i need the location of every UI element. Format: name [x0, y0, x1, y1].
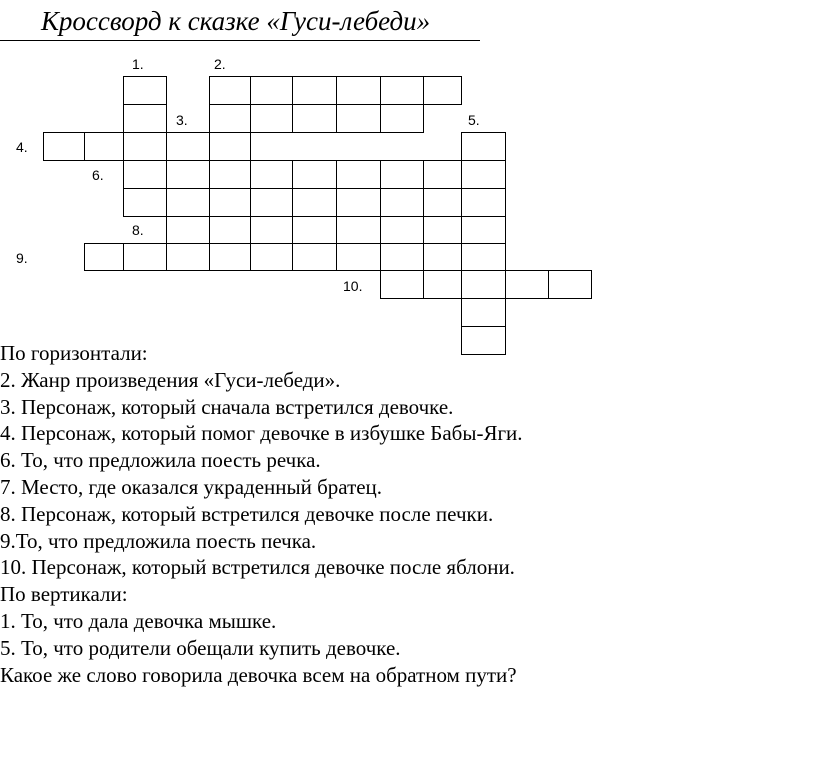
crossword-cell[interactable] [292, 76, 337, 105]
crossword-cell[interactable] [380, 243, 424, 271]
crossword-cell[interactable] [292, 216, 337, 244]
crossword-cell[interactable] [292, 188, 337, 217]
horizontal-clue: 6. То, что предложила поесть речка. [0, 448, 321, 473]
clue-number-2: 2. [214, 56, 226, 72]
crossword-cell[interactable] [380, 160, 424, 189]
crossword-cell[interactable] [209, 243, 251, 271]
crossword-cell[interactable] [461, 270, 506, 299]
crossword-cell[interactable] [380, 104, 424, 133]
crossword-cell[interactable] [505, 270, 549, 299]
crossword-cell[interactable] [250, 216, 293, 244]
crossword-cell[interactable] [123, 104, 167, 133]
crossword-cell[interactable] [336, 160, 381, 189]
crossword-cell[interactable] [423, 216, 462, 244]
crossword-cell[interactable] [292, 160, 337, 189]
crossword-cell[interactable] [250, 160, 293, 189]
vertical-heading: По вертикали: [0, 582, 128, 607]
crossword-cell[interactable] [123, 243, 167, 271]
crossword-cell[interactable] [209, 160, 251, 189]
crossword-cell[interactable] [209, 132, 251, 161]
crossword-cell[interactable] [423, 160, 462, 189]
crossword-cell[interactable] [209, 216, 251, 244]
crossword-cell[interactable] [166, 188, 210, 217]
clue-number-6: 6. [92, 167, 104, 183]
crossword-cell[interactable] [250, 76, 293, 105]
horizontal-clue: 10. Персонаж, который встретился девочке после яблони. [0, 555, 515, 580]
crossword-cell[interactable] [209, 188, 251, 217]
clue-number-3: 3. [176, 112, 188, 128]
crossword-cell[interactable] [166, 160, 210, 189]
crossword-cell[interactable] [461, 132, 506, 161]
crossword-cell[interactable] [461, 243, 506, 271]
crossword-cell[interactable] [461, 298, 506, 327]
crossword-cell[interactable] [461, 160, 506, 189]
crossword-cell[interactable] [380, 216, 424, 244]
crossword-cell[interactable] [250, 243, 293, 271]
horizontal-clue: 3. Персонаж, который сначала встретился девочке. [0, 394, 454, 419]
final-question: Какое же слово говорила девочка всем на обратном пути? [0, 662, 517, 687]
crossword-cell[interactable] [423, 76, 462, 105]
clues-section [0, 340, 816, 688]
horizontal-clue: 8. Персонаж, который встретился девочке после печки. [0, 501, 494, 526]
crossword-cell[interactable] [423, 270, 462, 299]
title-text: Кроссворд к сказке «Гуси-лебеди» [41, 6, 431, 36]
clue-number-10: 10. [343, 278, 363, 294]
crossword-cell[interactable] [209, 104, 251, 133]
crossword-cell[interactable] [423, 188, 462, 217]
crossword-cell[interactable] [292, 243, 337, 271]
crossword-cell[interactable] [292, 104, 337, 133]
crossword-cell[interactable] [336, 188, 381, 217]
clue-number-9: 9. [16, 250, 28, 266]
vertical-clue: 1. То, что дала девочка мышке. [0, 608, 277, 633]
crossword-cell[interactable] [123, 160, 167, 189]
crossword-cell[interactable] [123, 76, 167, 105]
clue-number-5: 5. [468, 112, 480, 128]
crossword-cell[interactable] [84, 243, 124, 271]
crossword-cell[interactable] [166, 243, 210, 271]
crossword-cell[interactable] [461, 216, 506, 244]
horizontal-clue: 7. Место, где оказался украденный братец. [0, 474, 383, 499]
crossword-cell[interactable] [166, 216, 210, 244]
crossword-cell[interactable] [209, 76, 251, 105]
crossword-cell[interactable] [380, 188, 424, 217]
horizontal-clue: 9.То, что предложила поесть печка. [0, 528, 317, 553]
horizontal-clue: 4. Персонаж, который помог девочке в избушке Бабы-Яги. [0, 421, 523, 446]
crossword-cell[interactable] [380, 76, 424, 105]
crossword-cell[interactable] [548, 270, 592, 299]
crossword-cell[interactable] [166, 132, 210, 161]
crossword-cell[interactable] [336, 104, 381, 133]
crossword-cell[interactable] [380, 270, 424, 299]
clue-number-4: 4. [16, 139, 28, 155]
clue-number-8: 8. [132, 222, 144, 238]
crossword-cell[interactable] [123, 188, 167, 217]
crossword-cell[interactable] [43, 132, 85, 161]
crossword-cell[interactable] [336, 76, 381, 105]
crossword-cell[interactable] [336, 216, 381, 244]
crossword-cell[interactable] [423, 243, 462, 271]
crossword-cell[interactable] [250, 188, 293, 217]
crossword-cell[interactable] [123, 132, 167, 161]
crossword-grid [0, 0, 816, 360]
crossword-cell[interactable] [461, 188, 506, 217]
crossword-cell[interactable] [250, 104, 293, 133]
clue-number-1: 1. [132, 56, 144, 72]
horizontal-heading: По горизонтали: [0, 341, 148, 365]
crossword-cell[interactable] [84, 132, 124, 161]
crossword-cell[interactable] [336, 243, 381, 271]
horizontal-clue: 2. Жанр произведения «Гуси-лебеди». [0, 367, 341, 392]
vertical-clue: 5. То, что родители обещали купить девочке. [0, 635, 401, 660]
